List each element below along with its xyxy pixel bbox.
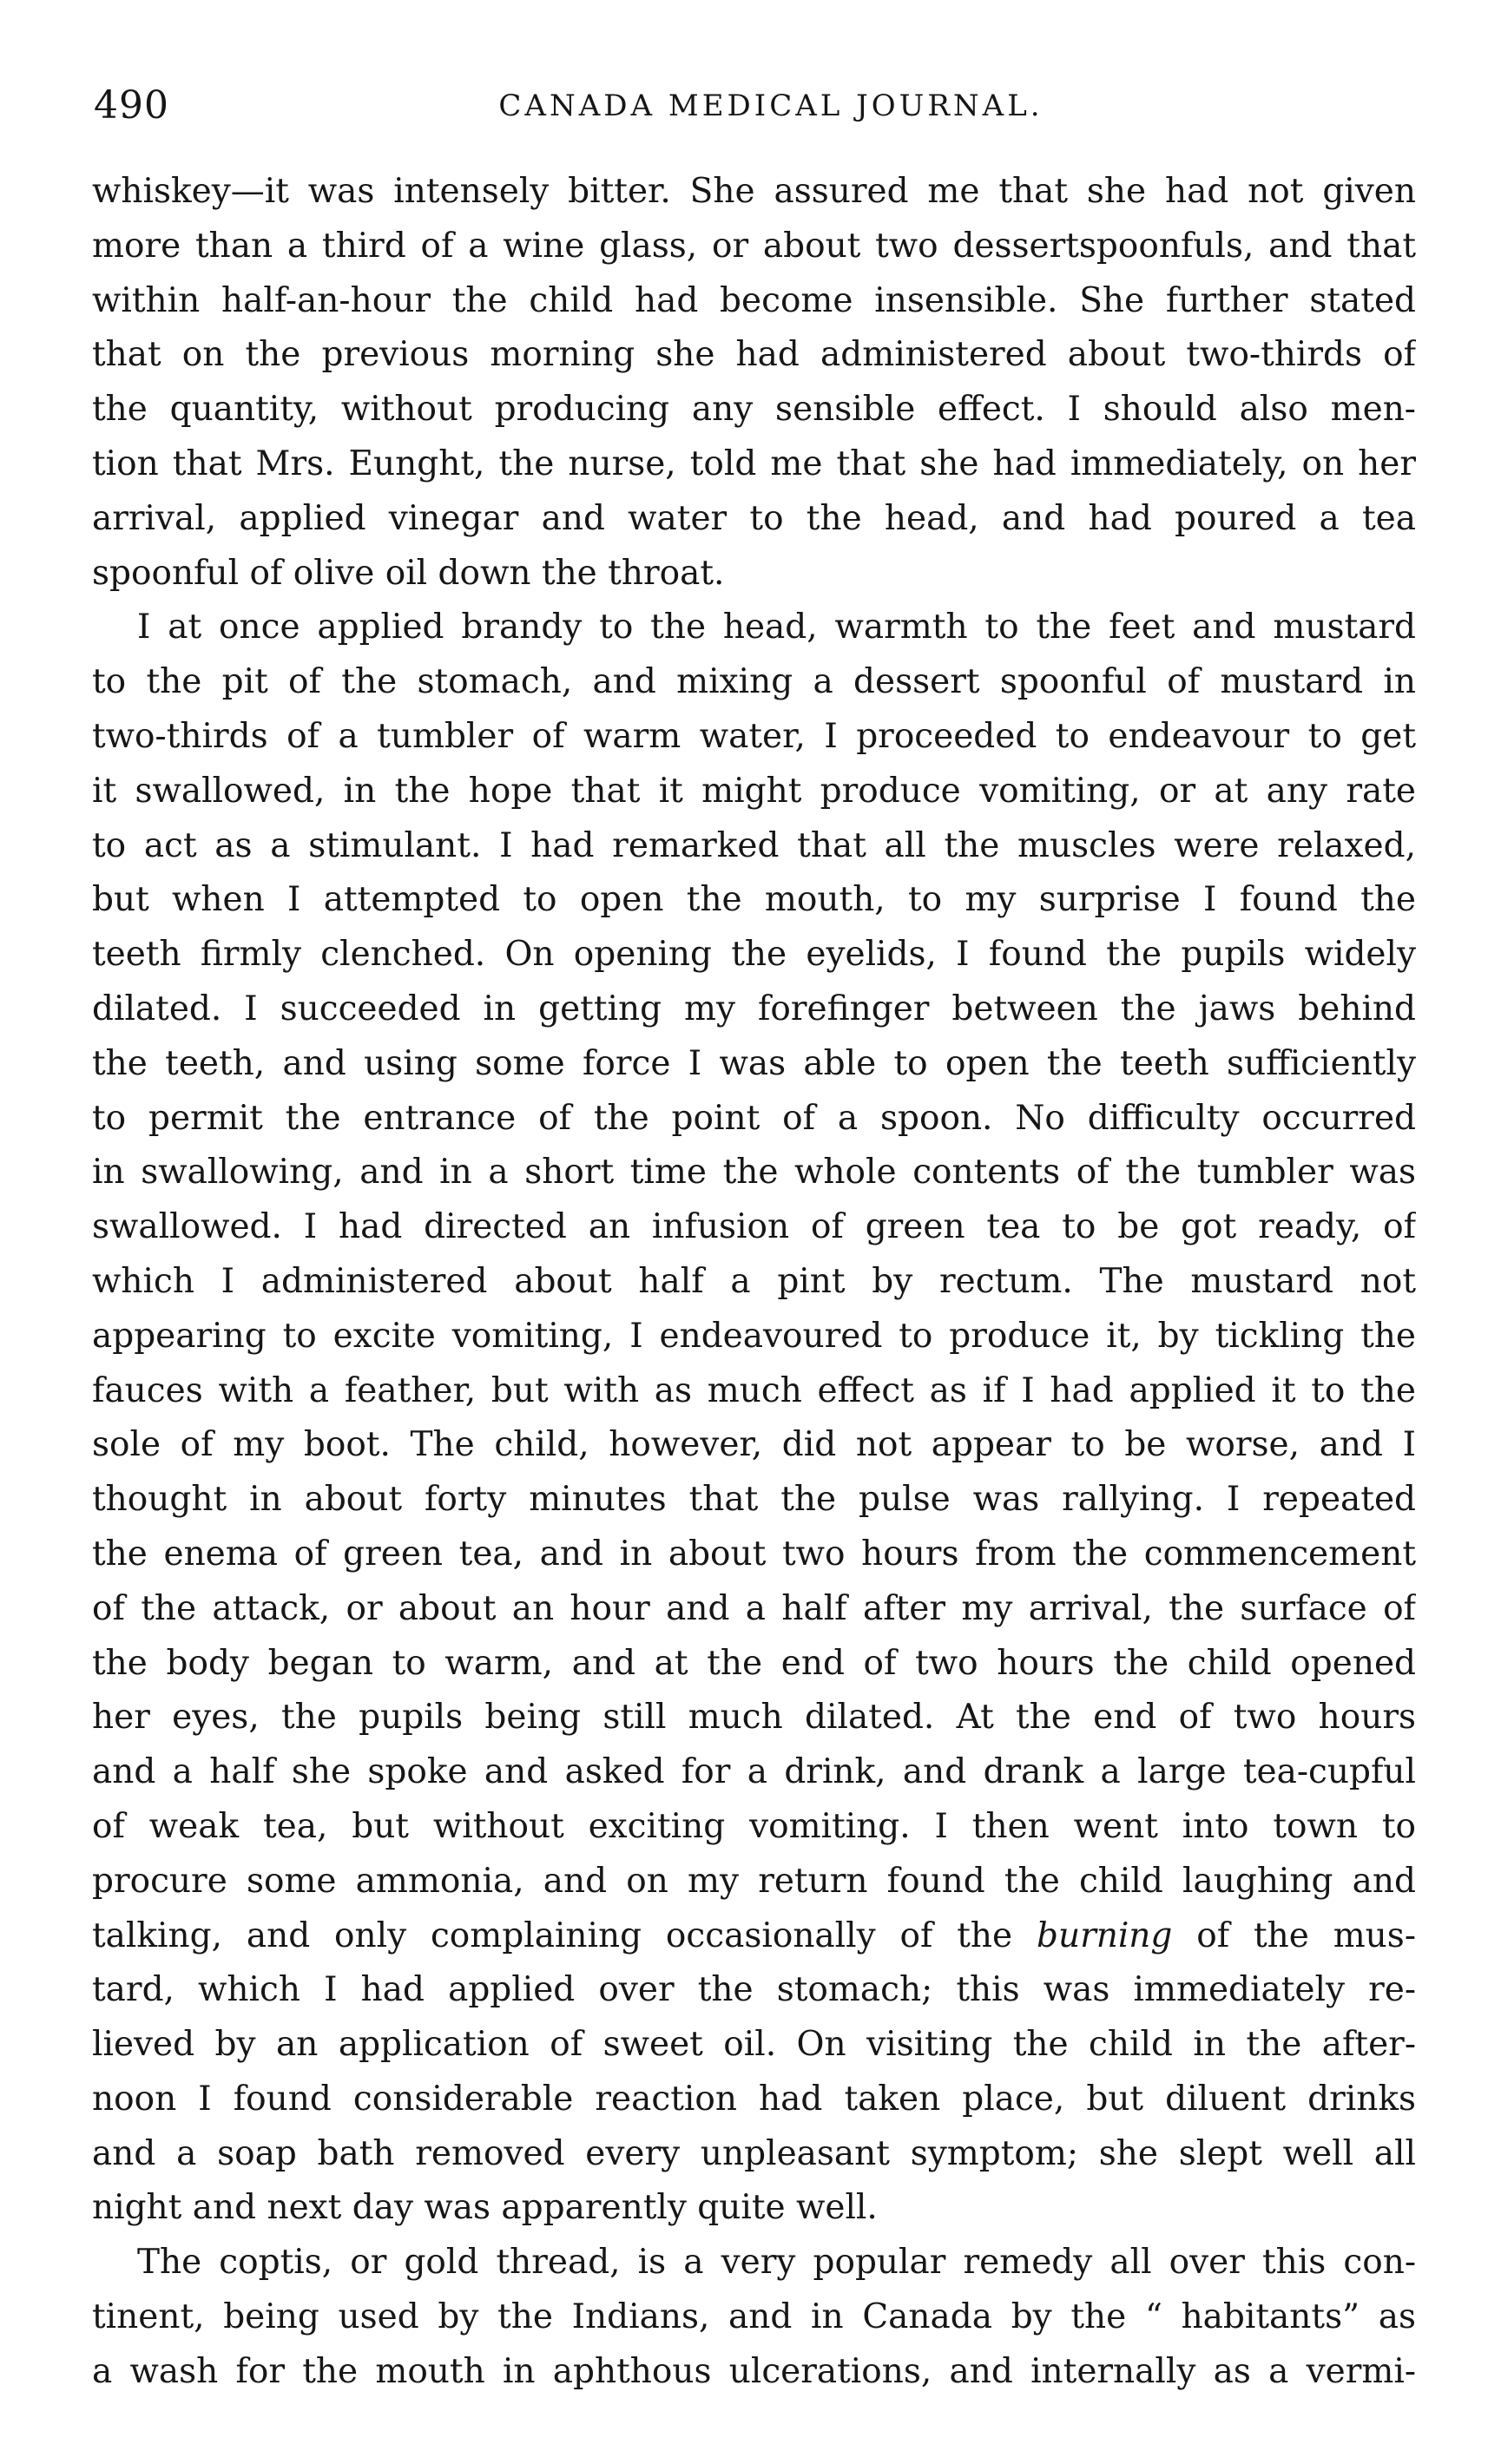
text-line: and a soap bath removed every unpleasant symptom; she slept well all <box>92 2133 1416 2173</box>
text-line: that on the previous morning she had administered about two-thirds of <box>92 335 1416 375</box>
body-text <box>92 165 1416 2400</box>
text-line: talking, and only complaining occasionally of the burning of the mus- <box>92 1915 1416 1955</box>
text-line: of the attack, or about an hour and a half after my arrival, the surface of <box>92 1588 1416 1628</box>
text-line: procure some ammonia, and on my return found the child laughing and <box>92 1861 1416 1901</box>
text-line: whiskey—it was intensely bitter. She assured me that she had not given <box>92 172 1416 211</box>
text-line: swallowed. I had directed an infusion of green tea to be got ready, of <box>92 1207 1416 1247</box>
text-line: teeth firmly clenched. On opening the eyelids, I found the pupils widely <box>92 935 1416 975</box>
running-head: CANADA MEDICAL JOURNAL. <box>498 89 1044 123</box>
text-line: dilated. I succeeded in getting my forefinger between the jaws behind <box>92 989 1416 1028</box>
text-line: in swallowing, and in a short time the whole contents of the tumbler was <box>92 1153 1416 1193</box>
text-line: to permit the entrance of the point of a spoon. No difficulty occurred <box>92 1098 1416 1138</box>
text-line: I at once applied brandy to the head, warmth to the feet and mustard <box>137 608 1416 647</box>
text-line: to act as a stimulant. I had remarked that all the muscles were relaxed, <box>92 825 1416 865</box>
text-line: but when I attempted to open the mouth, to my surprise I found the <box>92 880 1416 920</box>
text-line: fauces with a feather, but with as much effect as if I had applied it to the <box>92 1370 1416 1410</box>
text-line: the quantity, without producing any sensible effect. I should also men- <box>92 390 1416 430</box>
text-line: within half-an-hour the child had become insensible. She further stated <box>92 280 1416 320</box>
page-header <box>94 80 1413 132</box>
text-line: noon I found considerable reaction had taken place, but diluent drinks <box>92 2079 1416 2119</box>
text-line: tion that Mrs. Eunght, the nurse, told me that she had immediately, on her <box>92 444 1416 483</box>
page-number: 490 <box>94 83 169 128</box>
text-line: of weak tea, but without exciting vomiting. I then went into town to <box>92 1806 1416 1846</box>
text-line: two-thirds of a tumbler of warm water, I proceeded to endeavour to get <box>92 716 1416 756</box>
text-line: the enema of green tea, and in about two hours from the commencement <box>92 1534 1416 1574</box>
text-line: The coptis, or gold thread, is a very popular remedy all over this con- <box>137 2243 1416 2283</box>
text-line: night and next day was apparently quite well. <box>92 2188 878 2228</box>
text-line: more than a third of a wine glass, or about two dessertspoonfuls, and that <box>92 226 1416 266</box>
text-line: lieved by an application of sweet oil. On visiting the child in the after- <box>92 2025 1416 2065</box>
text-line: tinent, being used by the Indians, and in Canada by the “ habitants” as <box>92 2297 1416 2337</box>
paragraph-1 <box>92 165 1416 601</box>
text-line: sole of my boot. The child, however, did not appear to be worse, and I <box>92 1425 1416 1465</box>
text-line: tard, which I had applied over the stomach; this was immediately re- <box>92 1970 1416 2010</box>
text-line: arrival, applied vinegar and water to the head, and had poured a tea <box>92 498 1416 538</box>
text-line: thought in about forty minutes that the pulse was rallying. I repeated <box>92 1480 1416 1520</box>
text-line: spoonful of olive oil down the throat. <box>92 553 725 593</box>
emphasized-word: burning <box>1036 1915 1173 1955</box>
text-line: her eyes, the pupils being still much dilated. At the end of two hours <box>92 1698 1416 1738</box>
text-line: the body began to warm, and at the end of two hours the child opened <box>92 1643 1416 1683</box>
text-line: it swallowed, in the hope that it might produce vomiting, or at any rate <box>92 771 1416 811</box>
text-line: appearing to excite vomiting, I endeavoured to produce it, by tickling the <box>92 1316 1416 1356</box>
text-line: a wash for the mouth in aphthous ulcerations, and internally as a vermi- <box>92 2351 1416 2391</box>
text-line: the teeth, and using some force I was able to open the teeth sufficiently <box>92 1043 1416 1083</box>
paragraph-3 <box>92 2236 1416 2399</box>
text-line: which I administered about half a pint by rectum. The mustard not <box>92 1261 1416 1301</box>
text-line: to the pit of the stomach, and mixing a dessert spoonful of mustard in <box>92 662 1416 702</box>
paragraph-2 <box>92 601 1416 2236</box>
text-line: and a half she spoke and asked for a drink, and drank a large tea-cupful <box>92 1752 1416 1792</box>
